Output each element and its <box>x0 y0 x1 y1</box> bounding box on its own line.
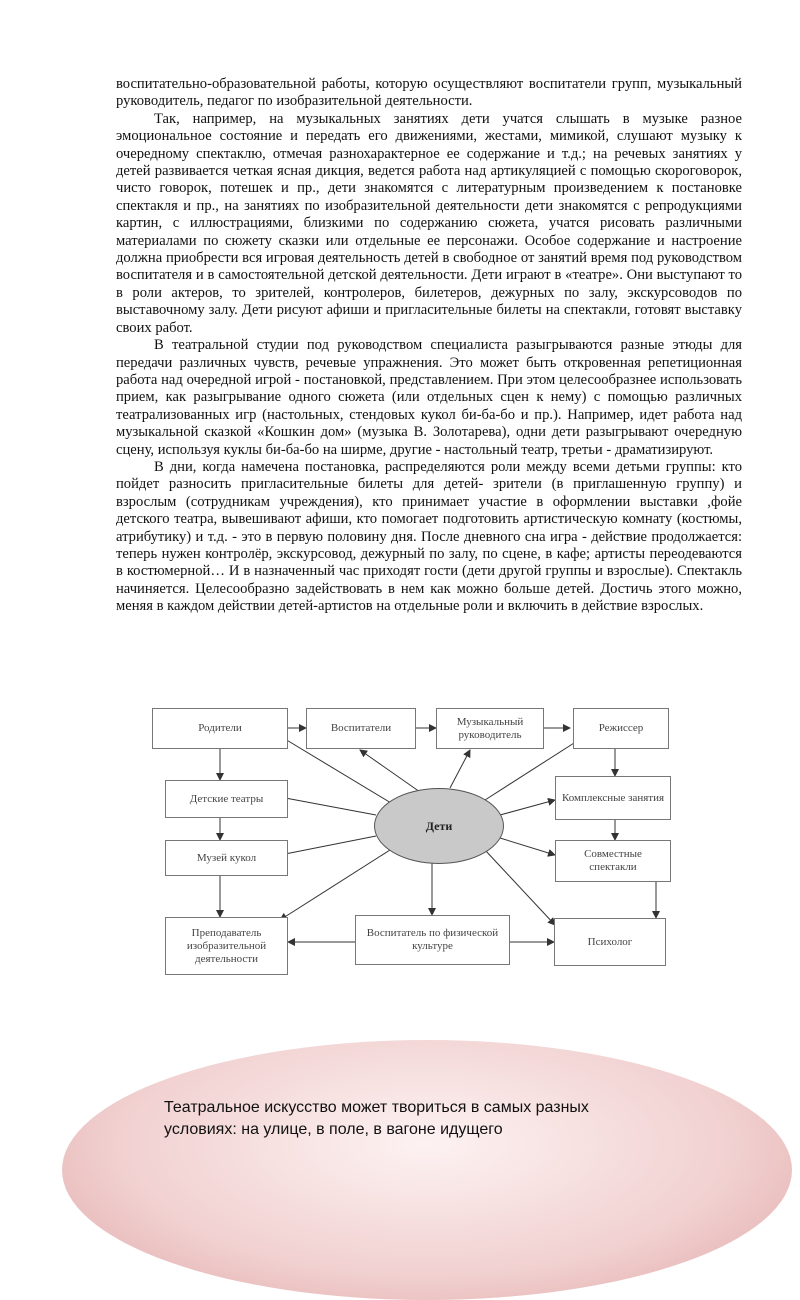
node-pe-teacher: Воспитатель по физической культуре <box>355 915 510 965</box>
node-complex-classes: Комплексные занятия <box>555 776 671 820</box>
node-parents: Родители <box>152 708 288 749</box>
node-puppet-museum: Музей кукол <box>165 840 288 876</box>
decorative-oval-banner <box>62 1040 792 1300</box>
arrow-complex-classes <box>500 800 555 815</box>
node-kids-theatres: Детские театры <box>165 780 288 818</box>
node-joint-shows: Совместные спектакли <box>555 840 671 882</box>
paragraph-theatre-studio: В театральной студии под руководством специалиста разыгрываются разные этюды для передачи различных чувств, речевые упражнения. Это может быть откровенная репетиционная работа над очередной игрой - постановкой, представлением. При этом целесообразнее использовать прием, как разыгрывание одного сюжета (или отдельных сцен к нему) с помощью различных театрализованных игр (настольных, стендовых кукол би-ба-бо и пр.). Например, идет работа над музыкальной сказкой «Кошкин дом» (музыка В. Золотарева), одни дети разыгрывают очередную сцену, используя куклы би-ба-бо на ширме, другие - настольный театр, третьи - драматизируют. <box>116 337 742 458</box>
node-music-director: Музыкальный руководитель <box>436 708 544 749</box>
node-educators: Воспитатели <box>306 708 416 749</box>
node-children: Дети <box>374 788 504 864</box>
paragraph-performance-day: В дни, когда намечена постановка, распределяются роли между всеми детьми группы: кто пойдет разносить пригласительные билеты для детей- зрители (в приглашенную группу) и взрослым (сотрудникам учреждения), кто принимает участие в оформлении выставки ,фойе детского театра, вывешивают афиши, кто помогает подготовить артистическую комнату (костюмы, атрибутику) и т.д. - это в первую половину дня. После дневного сна игра - действие продолжается: теперь нужен контролёр, экскурсовод, дежурный по залу, по сцене, в кафе; артисты переодеваются в костюмерной… И в назначенный час приходят гости (дети другой группы и взрослые). Спектакль начиняется. Целесообразно задействовать в нем как можно больше детей. Достичь этого можно, меняя в каждом действии детей-артистов на отдельные роли и включить в действие взрослых. <box>116 458 742 615</box>
paragraph-music-classes: Так, например, на музыкальных занятиях дети учатся слышать в музыке разное эмоциональное состояние и передать его движениями, жестами, мимикой, слушают музыку к очередному спектаклю, отмечая разнохарактерное ее содержание и т.д.; на речевых занятиях у детей развивается четкая ясная дикция, ведется работа над артикуляцией с помощью скороговорок, чисто говорок, потешек и пр., дети знакомятся с литературным произведением к постановке спектакля и пр., на занятиях по изобразительной деятельности дети знакомятся с репродукциями картин, с иллюстрациями, близкими по содержанию сюжета, учатся рисовать различными материалами по сюжету сказки или отдельные ее персонажи. Особое содержание и настроение должна приобрести вся игровая деятельность детей в свободное от занятий время под руководством воспитателя и в самостоятельной детской деятельности. Дети играют в «театре». Они выступают то в роли актеров, то зрителей, контролеров, билетеров, дежурных по залу, экскурсоводов по выставочному залу. Дети рисуют афиши и пригласительные билеты на спектакли, готовят выставку своих работ. <box>116 110 742 336</box>
banner-quote: Театральное искусство может твориться в самых разных условиях: на улице, в поле, в вагоне идущего <box>164 1099 589 1138</box>
arrow-psychologist <box>485 850 555 925</box>
node-director: Режиссер <box>573 708 669 749</box>
paragraph-continuation: воспитательно-образовательной работы, которую осуществляют воспитатели групп, музыкальный руководитель, педагог по изобразительной деятельности. <box>116 76 742 110</box>
node-psychologist: Психолог <box>554 918 666 966</box>
arrow-educators <box>360 750 420 792</box>
arrow-puppet-museum <box>280 836 376 855</box>
arrow-joint-shows <box>500 838 555 855</box>
arrow-kids-theatres <box>280 797 376 815</box>
node-art-teacher: Преподаватель изобразительной деятельности <box>165 917 288 975</box>
arrow-art-teacher <box>280 850 390 920</box>
arrow-music-director <box>450 750 470 788</box>
